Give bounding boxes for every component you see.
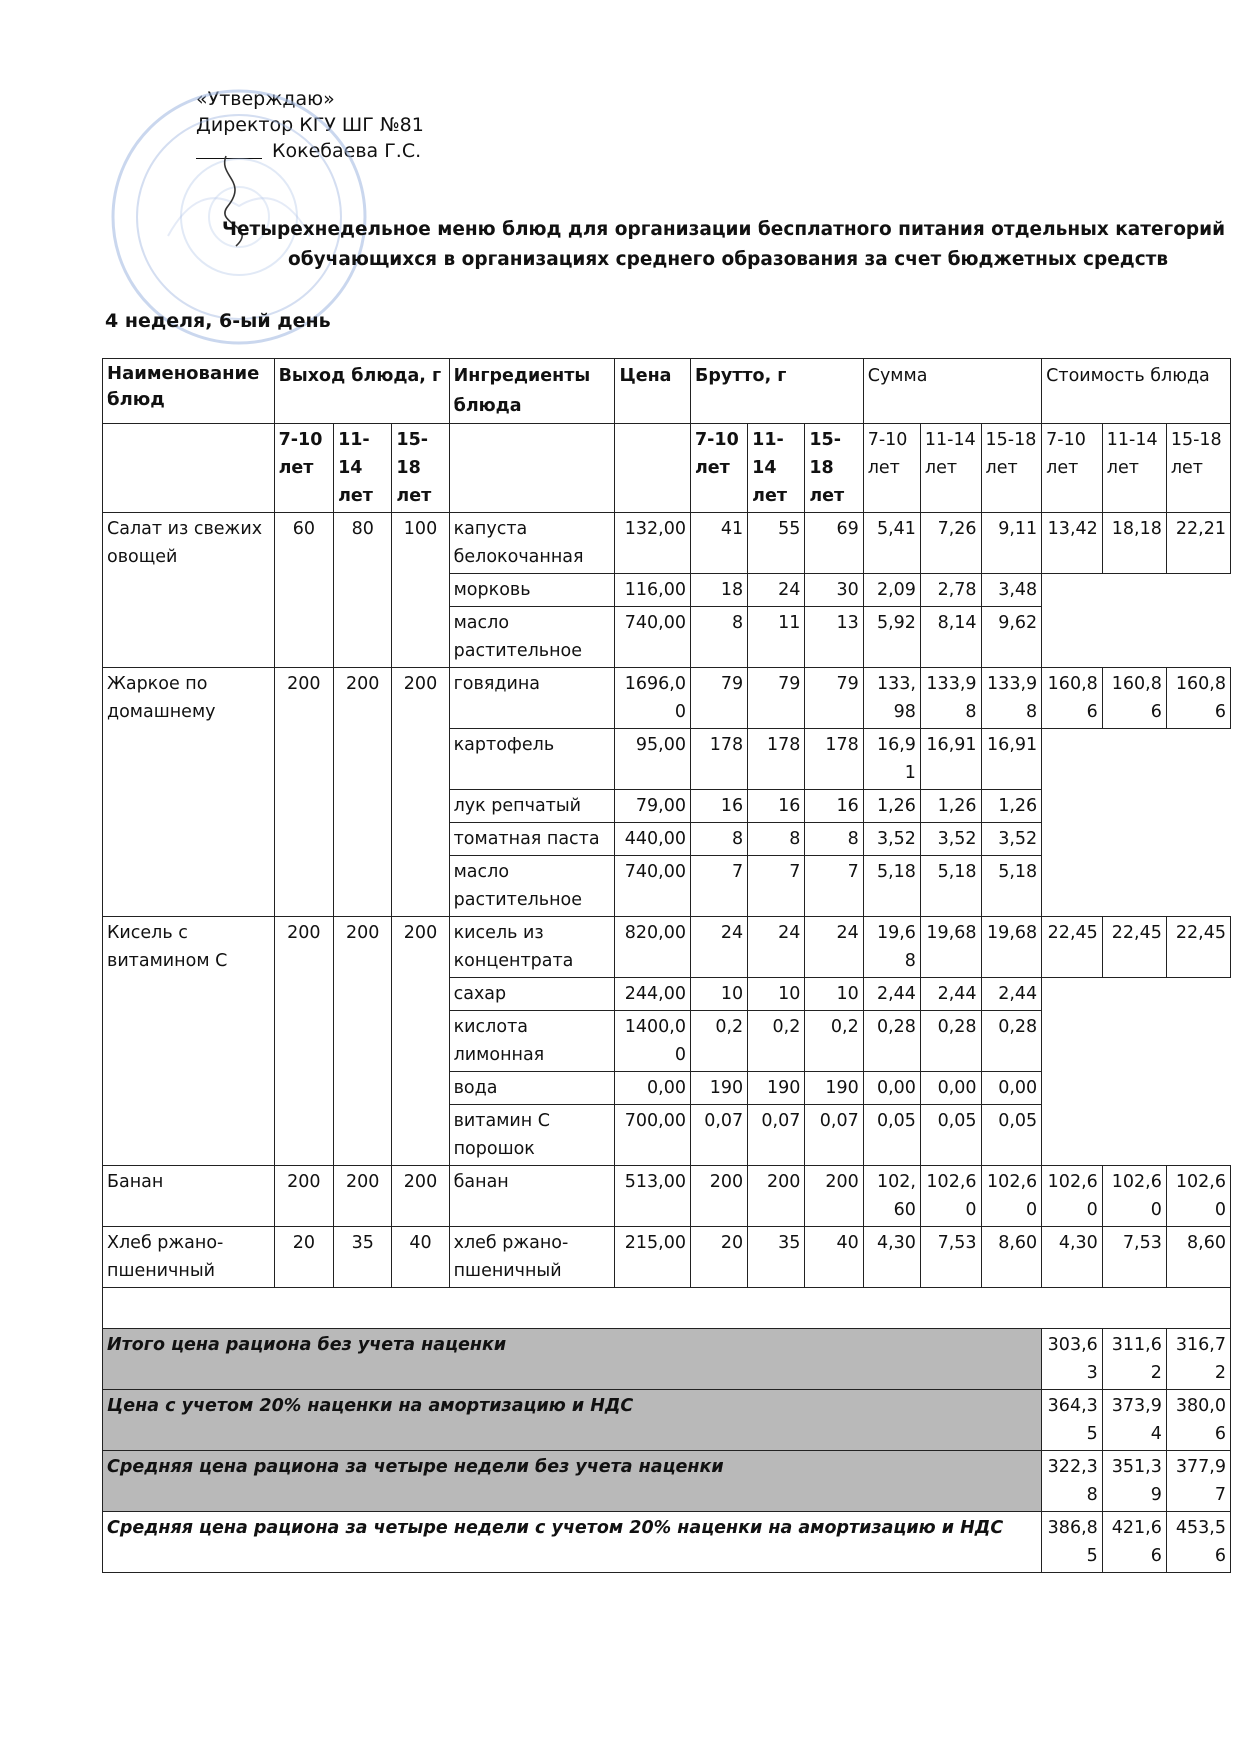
yield-age2-header: 11-14 лет	[334, 424, 392, 513]
ingredient-name: вода	[449, 1072, 615, 1105]
total-label: Средняя цена рациона за четыре недели с учетом 20% наценки на амортизацию и НДС	[103, 1512, 1042, 1573]
ingredient-name: кисель из концентрата	[449, 917, 615, 978]
ingredient-sum: 133,98	[981, 668, 1042, 729]
total-value: 351,39	[1102, 1451, 1166, 1512]
ingredient-sum: 2,78	[920, 574, 981, 607]
dish-yield: 200	[274, 917, 333, 1166]
dish-name: Хлеб ржано-пшеничный	[103, 1227, 275, 1288]
ingredient-brutto: 7	[690, 856, 747, 917]
ingredient-brutto: 200	[748, 1166, 805, 1227]
dish-yield: 40	[392, 1227, 449, 1288]
ingredient-price: 820,00	[615, 917, 691, 978]
ingredient-name: капуста белокочанная	[449, 513, 615, 574]
ingredient-brutto: 13	[805, 607, 863, 668]
total-value: 386,85	[1042, 1512, 1103, 1573]
ingredient-price: 132,00	[615, 513, 691, 574]
ingredient-brutto: 11	[748, 607, 805, 668]
header-ingredients: Ингредиенты блюда	[449, 359, 615, 424]
ingredient-brutto: 40	[805, 1227, 863, 1288]
cost-age2-header: 11-14 лет	[1102, 424, 1166, 513]
ingredient-sum: 0,00	[863, 1072, 920, 1105]
brutto-age3-header: 15-18 лет	[805, 424, 863, 513]
ingredient-price: 740,00	[615, 607, 691, 668]
dish-cost: 160,86	[1166, 668, 1230, 729]
ingredient-sum: 4,30	[863, 1227, 920, 1288]
ingredient-brutto: 24	[690, 917, 747, 978]
ingredient-price: 440,00	[615, 823, 691, 856]
ingredient-brutto: 0,2	[748, 1011, 805, 1072]
ingredient-sum: 102,60	[920, 1166, 981, 1227]
ingredient-price: 513,00	[615, 1166, 691, 1227]
approval-heading: «Утверждаю»	[196, 88, 335, 110]
total-value: 453,56	[1166, 1512, 1230, 1573]
ingredient-sum: 0,00	[981, 1072, 1042, 1105]
dish-yield: 60	[274, 513, 333, 668]
dish-cost: 22,45	[1102, 917, 1166, 978]
cost-age3-header: 15-18 лет	[1166, 424, 1230, 513]
ingredient-price: 1696,00	[615, 668, 691, 729]
brutto-age2-header: 11-14 лет	[748, 424, 805, 513]
dish-cost: 4,30	[1042, 1227, 1103, 1288]
ingredient-brutto: 79	[805, 668, 863, 729]
ingredient-price: 95,00	[615, 729, 691, 790]
total-value: 322,38	[1042, 1451, 1103, 1512]
ingredient-brutto: 10	[805, 978, 863, 1011]
table-row	[103, 668, 1231, 729]
ingredient-sum: 16,91	[920, 729, 981, 790]
ingredient-brutto: 69	[805, 513, 863, 574]
dish-cost: 22,21	[1166, 513, 1230, 574]
dish-name: Жаркое по домашнему	[103, 668, 275, 917]
ingredient-sum: 0,05	[920, 1105, 981, 1166]
ingredient-brutto: 0,2	[805, 1011, 863, 1072]
dish-yield: 200	[334, 1166, 392, 1227]
dish-cost: 160,86	[1102, 668, 1166, 729]
dish-cost: 160,86	[1042, 668, 1103, 729]
ingredient-name: хлеб ржано-пшеничный	[449, 1227, 615, 1288]
ingredient-brutto: 190	[748, 1072, 805, 1105]
dish-name: Банан	[103, 1166, 275, 1227]
total-label: Средняя цена рациона за четыре недели без учета наценки	[103, 1451, 1042, 1512]
ingredient-sum: 3,52	[920, 823, 981, 856]
dish-name: Салат из свежих овощей	[103, 513, 275, 668]
ingredient-sum: 0,05	[981, 1105, 1042, 1166]
dish-yield: 200	[392, 668, 449, 917]
total-row	[103, 1451, 1231, 1512]
header-name-sub	[103, 424, 275, 513]
ingredient-name: кислота лимонная	[449, 1011, 615, 1072]
ingredient-brutto: 200	[805, 1166, 863, 1227]
dish-cost-blank	[1042, 574, 1231, 668]
ingredient-name: масло растительное	[449, 607, 615, 668]
ingredient-sum: 19,68	[920, 917, 981, 978]
total-label: Итого цена рациона без учета наценки	[103, 1329, 1042, 1390]
title-line-2: обучающихся в организациях среднего образования за счет бюджетных средств	[288, 249, 1169, 270]
dish-name: Кисель с витамином С	[103, 917, 275, 1166]
table-row	[103, 1166, 1231, 1227]
ingredient-brutto: 10	[748, 978, 805, 1011]
ingredient-name: говядина	[449, 668, 615, 729]
ingredient-sum: 0,00	[920, 1072, 981, 1105]
ingredient-sum: 7,53	[920, 1227, 981, 1288]
ingredient-brutto: 16	[805, 790, 863, 823]
ingredient-sum: 0,28	[863, 1011, 920, 1072]
ingredient-brutto: 8	[690, 823, 747, 856]
ingredient-brutto: 79	[748, 668, 805, 729]
ingredient-sum: 3,48	[981, 574, 1042, 607]
ingredient-brutto: 0,07	[805, 1105, 863, 1166]
ingredient-brutto: 8	[690, 607, 747, 668]
ingredient-sum: 2,44	[920, 978, 981, 1011]
ingredient-sum: 5,18	[863, 856, 920, 917]
ingredient-brutto: 10	[690, 978, 747, 1011]
total-row	[103, 1329, 1231, 1390]
total-value: 380,06	[1166, 1390, 1230, 1451]
ingredient-price: 1400,00	[615, 1011, 691, 1072]
dish-cost-blank	[1042, 978, 1231, 1166]
approval-position: Директор КГУ ШГ №81	[196, 114, 424, 136]
ingredient-price: 215,00	[615, 1227, 691, 1288]
ingredient-sum: 5,41	[863, 513, 920, 574]
dish-cost: 13,42	[1042, 513, 1103, 574]
total-row	[103, 1390, 1231, 1451]
dish-cost: 22,45	[1042, 917, 1103, 978]
sum-age1-header: 7-10 лет	[863, 424, 920, 513]
sum-age2-header: 11-14 лет	[920, 424, 981, 513]
ingredient-sum: 5,92	[863, 607, 920, 668]
ingredient-name: сахар	[449, 978, 615, 1011]
ingredient-name: картофель	[449, 729, 615, 790]
dish-cost: 8,60	[1166, 1227, 1230, 1288]
total-value: 311,62	[1102, 1329, 1166, 1390]
dish-yield: 200	[274, 668, 333, 917]
ingredient-price: 79,00	[615, 790, 691, 823]
ingredient-name: банан	[449, 1166, 615, 1227]
total-value: 421,66	[1102, 1512, 1166, 1573]
price-sub-header	[615, 424, 691, 513]
ingredient-sum: 9,62	[981, 607, 1042, 668]
dish-cost: 102,60	[1102, 1166, 1166, 1227]
ingredient-sum: 1,26	[920, 790, 981, 823]
ingredient-brutto: 7	[748, 856, 805, 917]
ingredient-brutto: 178	[748, 729, 805, 790]
table-row	[103, 1227, 1231, 1288]
header-brutto: Брутто, г	[690, 359, 863, 424]
ingredient-brutto: 24	[805, 917, 863, 978]
total-label: Цена с учетом 20% наценки на амортизацию и НДС	[103, 1390, 1042, 1451]
table-row	[103, 917, 1231, 978]
total-value: 316,72	[1166, 1329, 1230, 1390]
header-price: Цена	[615, 359, 691, 424]
yield-age3-header: 15-18 лет	[392, 424, 449, 513]
brutto-age1-header: 7-10 лет	[690, 424, 747, 513]
dish-cost: 22,45	[1166, 917, 1230, 978]
ingredient-sum: 1,26	[863, 790, 920, 823]
ingredient-brutto: 41	[690, 513, 747, 574]
ingredient-brutto: 178	[805, 729, 863, 790]
ingredient-sum: 2,09	[863, 574, 920, 607]
total-value: 303,63	[1042, 1329, 1103, 1390]
table-row	[103, 513, 1231, 574]
ingredient-name: масло растительное	[449, 856, 615, 917]
ingredient-name: витамин С порошок	[449, 1105, 615, 1166]
total-row	[103, 1512, 1231, 1573]
dish-yield: 200	[392, 1166, 449, 1227]
ingredient-brutto: 190	[690, 1072, 747, 1105]
total-value: 364,35	[1042, 1390, 1103, 1451]
dish-cost: 102,60	[1166, 1166, 1230, 1227]
ingredient-sum: 0,28	[981, 1011, 1042, 1072]
dish-yield: 200	[334, 917, 392, 1166]
ingredient-sum: 3,52	[981, 823, 1042, 856]
ingredient-sum: 7,26	[920, 513, 981, 574]
ingredient-name: морковь	[449, 574, 615, 607]
ingredient-brutto: 8	[805, 823, 863, 856]
ingredient-price: 700,00	[615, 1105, 691, 1166]
dish-yield: 200	[334, 668, 392, 917]
header-sum: Сумма	[863, 359, 1041, 424]
dish-yield: 200	[392, 917, 449, 1166]
ingredient-sum: 16,91	[981, 729, 1042, 790]
dish-yield: 200	[274, 1166, 333, 1227]
ingredient-brutto: 7	[805, 856, 863, 917]
ingredient-sum: 102,60	[981, 1166, 1042, 1227]
dish-yield: 20	[274, 1227, 333, 1288]
ingredient-brutto: 24	[748, 574, 805, 607]
ingredient-brutto: 0,07	[690, 1105, 747, 1166]
ingredient-brutto: 178	[690, 729, 747, 790]
menu-table	[102, 358, 1231, 1573]
spacer-cell	[103, 1288, 1231, 1329]
ingredients-sub-header	[449, 424, 615, 513]
ingredient-price: 0,00	[615, 1072, 691, 1105]
ingredient-brutto: 24	[748, 917, 805, 978]
ingredient-sum: 133,98	[920, 668, 981, 729]
ingredient-brutto: 79	[690, 668, 747, 729]
ingredient-sum: 3,52	[863, 823, 920, 856]
ingredient-brutto: 30	[805, 574, 863, 607]
ingredient-sum: 19,68	[863, 917, 920, 978]
ingredient-name: томатная паста	[449, 823, 615, 856]
dish-cost-blank	[1042, 729, 1231, 917]
ingredient-sum: 2,44	[981, 978, 1042, 1011]
sum-age3-header: 15-18 лет	[981, 424, 1042, 513]
dish-cost: 18,18	[1102, 513, 1166, 574]
cost-age1-header: 7-10 лет	[1042, 424, 1103, 513]
ingredient-brutto: 200	[690, 1166, 747, 1227]
ingredient-price: 244,00	[615, 978, 691, 1011]
ingredient-price: 116,00	[615, 574, 691, 607]
ingredient-brutto: 16	[748, 790, 805, 823]
title-line-1: Четырехнедельное меню блюд для организации бесплатного питания отдельных категорий	[222, 219, 1226, 240]
ingredient-brutto: 0,07	[748, 1105, 805, 1166]
ingredient-brutto: 18	[690, 574, 747, 607]
ingredient-brutto: 16	[690, 790, 747, 823]
ingredient-sum: 9,11	[981, 513, 1042, 574]
ingredient-brutto: 8	[748, 823, 805, 856]
ingredient-price: 740,00	[615, 856, 691, 917]
dish-yield: 100	[392, 513, 449, 668]
week-day-label: 4 неделя, 6-ый день	[105, 310, 331, 332]
ingredient-brutto: 0,2	[690, 1011, 747, 1072]
dish-cost: 7,53	[1102, 1227, 1166, 1288]
ingredient-sum: 16,91	[863, 729, 920, 790]
ingredient-sum: 8,60	[981, 1227, 1042, 1288]
spacer-row	[103, 1288, 1231, 1329]
ingredient-sum: 1,26	[981, 790, 1042, 823]
total-value: 377,97	[1166, 1451, 1230, 1512]
ingredient-sum: 8,14	[920, 607, 981, 668]
header-name: Наименование блюд	[103, 359, 275, 424]
header-cost: Стоимость блюда	[1042, 359, 1231, 424]
ingredient-brutto: 55	[748, 513, 805, 574]
ingredient-sum: 0,28	[920, 1011, 981, 1072]
ingredient-name: лук репчатый	[449, 790, 615, 823]
ingredient-brutto: 190	[805, 1072, 863, 1105]
total-value: 373,94	[1102, 1390, 1166, 1451]
dish-cost: 102,60	[1042, 1166, 1103, 1227]
dish-yield: 80	[334, 513, 392, 668]
ingredient-sum: 2,44	[863, 978, 920, 1011]
ingredient-sum: 5,18	[981, 856, 1042, 917]
approval-name: Кокебаева Г.С.	[272, 140, 422, 162]
ingredient-sum: 5,18	[920, 856, 981, 917]
ingredient-brutto: 20	[690, 1227, 747, 1288]
ingredient-sum: 102,60	[863, 1166, 920, 1227]
ingredient-sum: 133,98	[863, 668, 920, 729]
header-yield: Выход блюда, г	[274, 359, 449, 424]
yield-age1-header: 7-10 лет	[274, 424, 333, 513]
ingredient-sum: 19,68	[981, 917, 1042, 978]
ingredient-brutto: 35	[748, 1227, 805, 1288]
dish-yield: 35	[334, 1227, 392, 1288]
ingredient-sum: 0,05	[863, 1105, 920, 1166]
